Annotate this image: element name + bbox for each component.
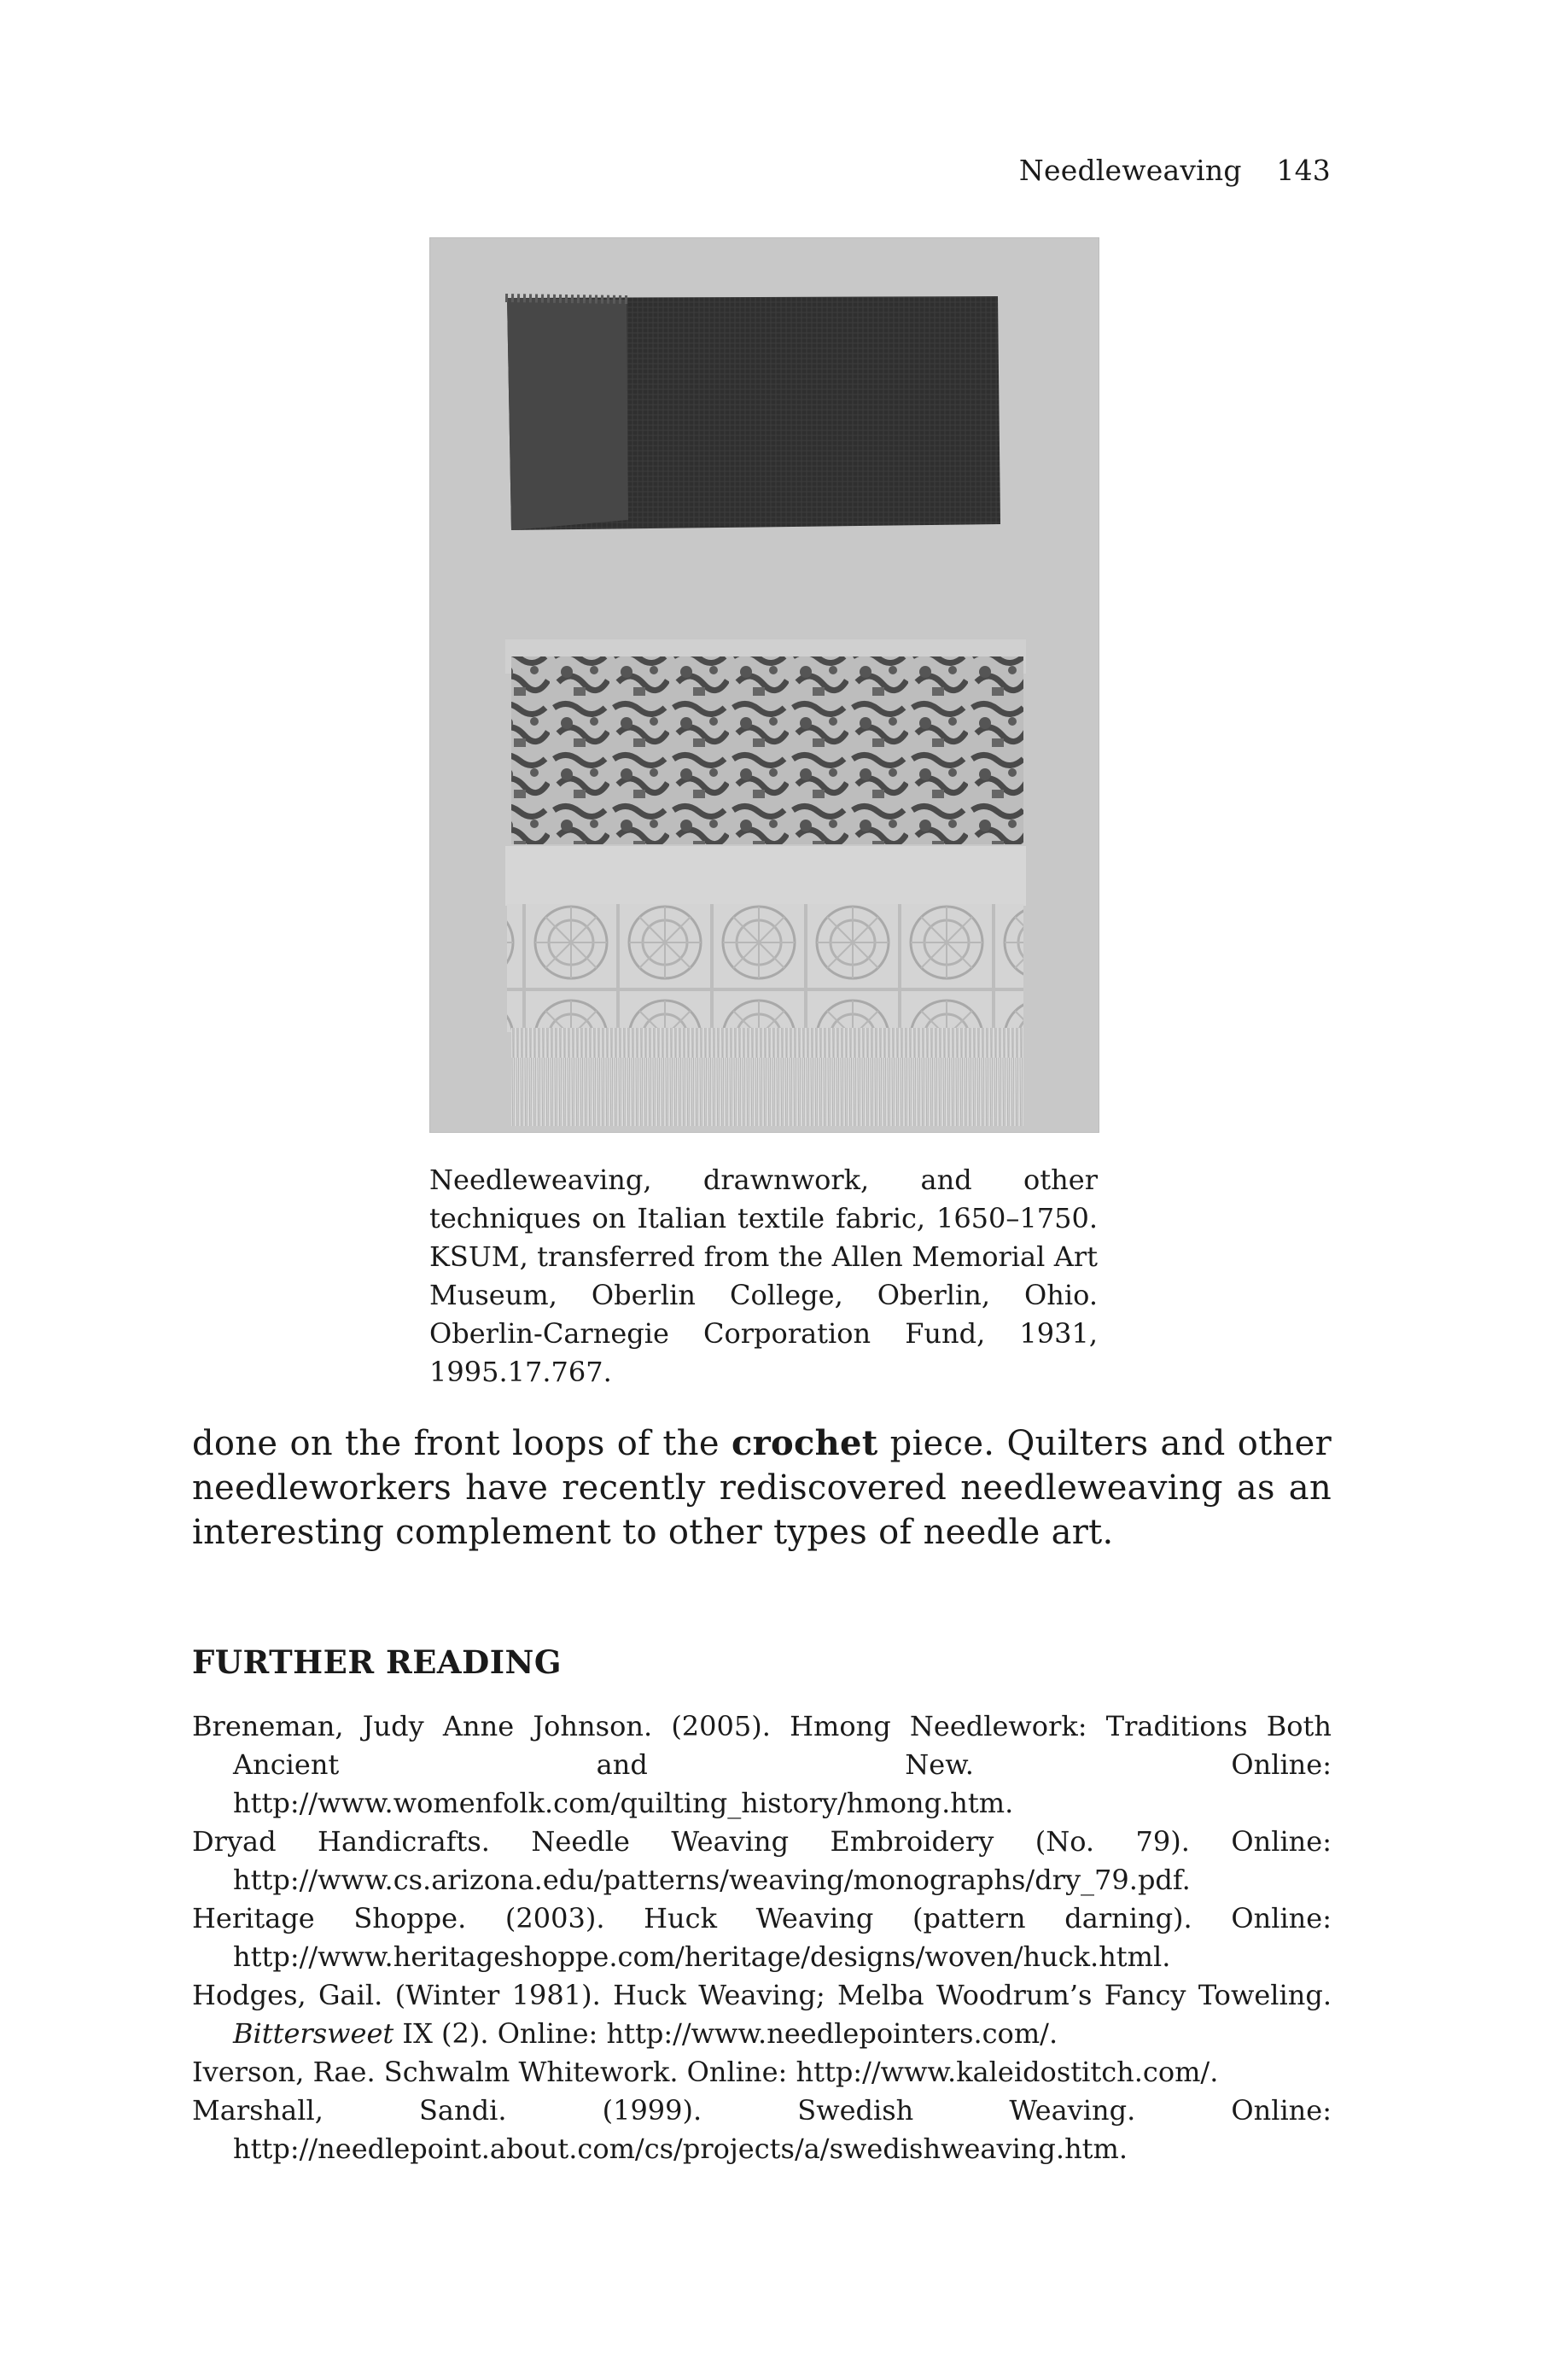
reference-iverson: Iverson, Rae. Schwalm Whitework. Online: http://www.kaleidostitch.com/. bbox=[192, 2056, 1219, 2088]
further-reading-heading: FURTHER READING bbox=[192, 1643, 562, 1681]
reference-hodges-journal: Bittersweet bbox=[233, 2017, 394, 2050]
reference-hodges bbox=[192, 1976, 1332, 2053]
figure-caption: Needleweaving, drawnwork, and other techniques on Italian textile fabric, 1650–1750. KSUM, transferred from the Allen Memorial Art Museum, Oberlin College, Oberlin, Ohio. Oberlin-Carnegie Corporation Fund, 1931, 1995.17.767. bbox=[429, 1164, 1098, 1388]
running-head bbox=[1019, 154, 1331, 187]
reference-heritage: Heritage Shoppe. (2003). Huck Weaving (pattern darning). Online: http://www.heritageshoppe.com/heritage/designs/woven/huck.html. bbox=[192, 1902, 1332, 1973]
reference-hodges-start: Hodges, Gail. (Winter 1981). Huck Weaving; Melba Woodrum’s Fancy Toweling. bbox=[192, 1979, 1332, 2011]
page-number: 143 bbox=[1276, 154, 1331, 187]
crochet-term: crochet bbox=[731, 1423, 878, 1463]
body-paragraph bbox=[192, 1421, 1332, 1555]
reference-marshall: Marshall, Sandi. (1999). Swedish Weaving. Online: http://needlepoint.about.com/cs/projects/a/swedishweaving.htm. bbox=[192, 2094, 1332, 2165]
body-text-start: done on the front loops of the bbox=[192, 1424, 732, 1463]
reference-dryad: Dryad Handicrafts. Needle Weaving Embroidery (No. 79). Online: http://www.cs.arizona.edu/patterns/weaving/monographs/dry_79.pdf. bbox=[192, 1825, 1332, 1896]
textile-illustration bbox=[430, 238, 1099, 1132]
reference-list bbox=[192, 1707, 1332, 2168]
running-title: Needleweaving bbox=[1018, 154, 1242, 187]
reference-hodges-end: IX (2). Online: http://www.needlepointers.com/. bbox=[393, 2017, 1058, 2050]
reference-breneman: Breneman, Judy Anne Johnson. (2005). Hmong Needlework: Traditions Both Ancient and New. Online: http://www.womenfolk.com/quilting_history/hmong.htm. bbox=[192, 1710, 1332, 1819]
body-text-end: piece. Quilters and other needleworkers have recently rediscovered needleweaving as an interesting complement to other types of needle art. bbox=[192, 1424, 1332, 1552]
textile-photograph bbox=[429, 237, 1099, 1133]
